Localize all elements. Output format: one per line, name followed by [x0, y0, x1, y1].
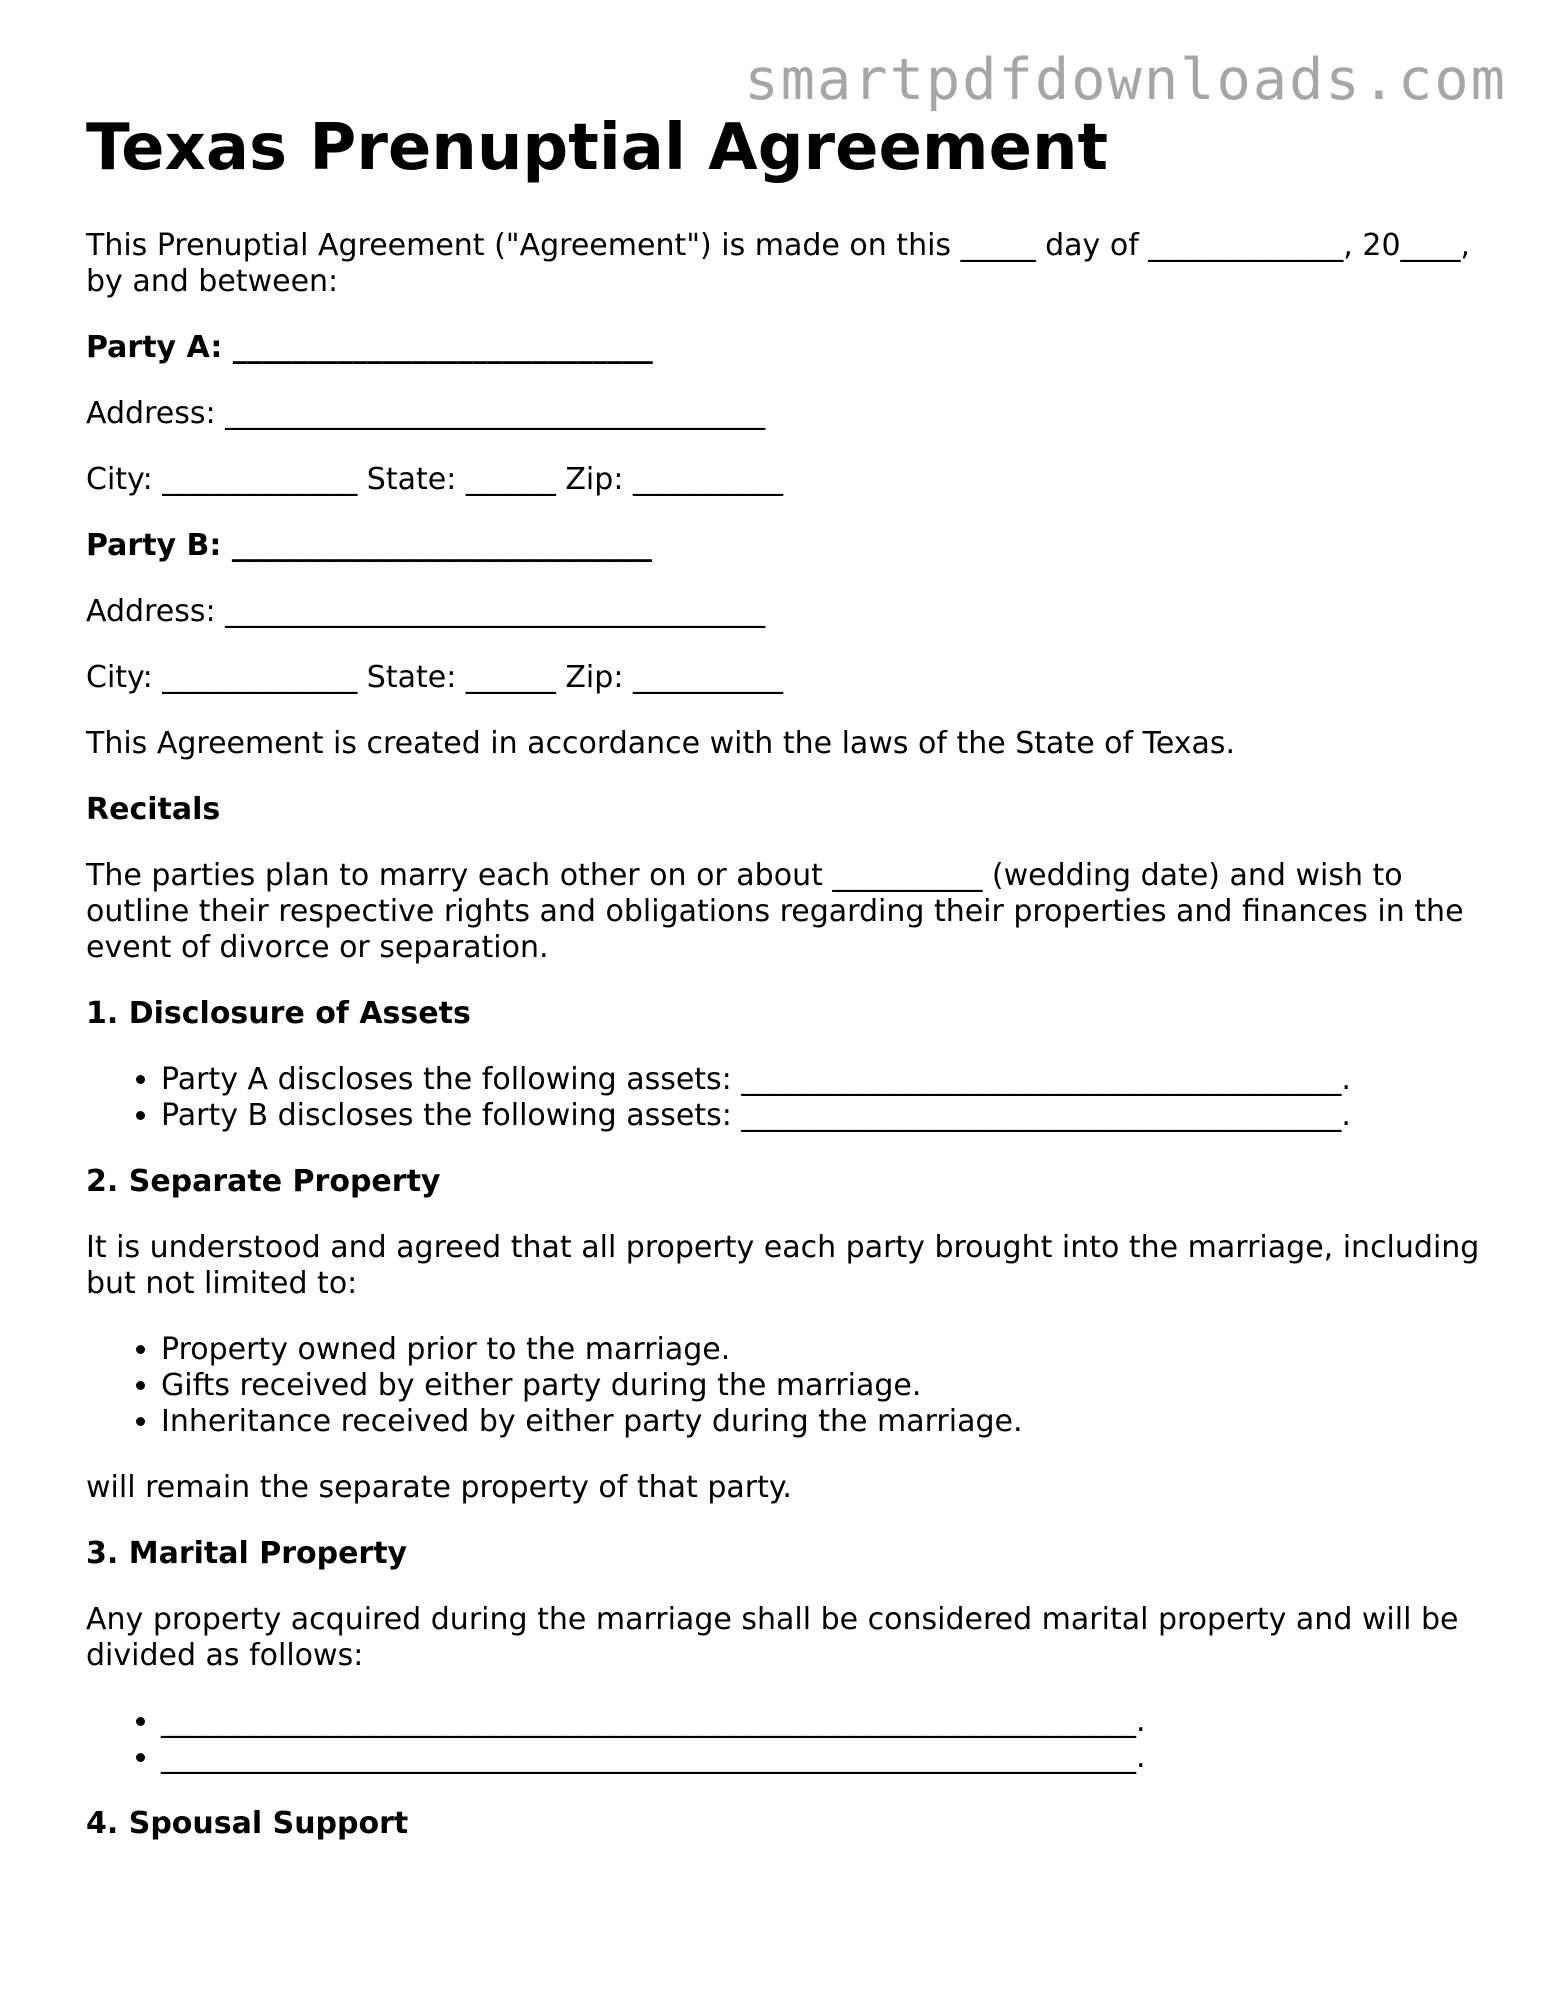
party-b-name-field: Party B: ____________________________ — [86, 528, 652, 563]
party-b-city-state-zip-field: City: _____________ State: ______ Zip: __________ — [86, 660, 783, 695]
section-1-heading: 1. Disclosure of Assets — [86, 996, 471, 1031]
section-3-list — [86, 1704, 1486, 1776]
document-title: Texas Prenuptial Agreement — [86, 111, 1109, 185]
list-item: • _________________________________________________________________. — [161, 1740, 1486, 1776]
law-statement: This Agreement is created in accordance with the laws of the State of Texas. — [86, 726, 1236, 761]
section-3-heading: 3. Marital Property — [86, 1536, 408, 1571]
list-item: • Party A discloses the following assets: ________________________________________. — [161, 1062, 1486, 1098]
list-item: • Inheritance received by either party during the marriage. — [161, 1404, 1486, 1440]
section-4-heading: 4. Spousal Support — [86, 1806, 409, 1841]
recitals-text: The parties plan to marry each other on or about __________ (wedding date) and wish to outline their respective rights and obligations regarding their properties and finances in the event of divorce or separation. — [86, 858, 1464, 965]
party-a-name-field: Party A: ____________________________ — [86, 330, 653, 365]
party-a-block — [86, 330, 1486, 498]
section-2-intro: It is understood and agreed that all property each party brought into the marriage, including but not limited to: — [86, 1230, 1480, 1301]
party-a-address-field: Address: ____________________________________ — [86, 396, 766, 431]
section-3-intro: Any property acquired during the marriage shall be considered marital property and will be divided as follows: — [86, 1602, 1459, 1673]
party-b-address-field: Address: ____________________________________ — [86, 594, 766, 629]
list-item: • Party B discloses the following assets: ________________________________________. — [161, 1098, 1486, 1134]
recitals-heading: Recitals — [86, 792, 221, 827]
party-b-block — [86, 528, 1486, 696]
intro-paragraph: This Prenuptial Agreement ("Agreement") is made on this _____ day of _____________, 20____, by and between: — [86, 228, 1471, 299]
party-a-city-state-zip-field: City: _____________ State: ______ Zip: __________ — [86, 462, 783, 497]
list-item: • _________________________________________________________________. — [161, 1704, 1486, 1740]
section-2-closing: will remain the separate property of that party. — [86, 1470, 792, 1505]
section-2-list — [86, 1332, 1486, 1440]
list-item: • Gifts received by either party during the marriage. — [161, 1368, 1486, 1404]
document-page — [86, 110, 1486, 1872]
watermark: smartpdfdownloads.com — [744, 47, 1507, 113]
section-1-list — [86, 1062, 1486, 1134]
list-item: • Property owned prior to the marriage. — [161, 1332, 1486, 1368]
section-2-heading: 2. Separate Property — [86, 1164, 441, 1199]
